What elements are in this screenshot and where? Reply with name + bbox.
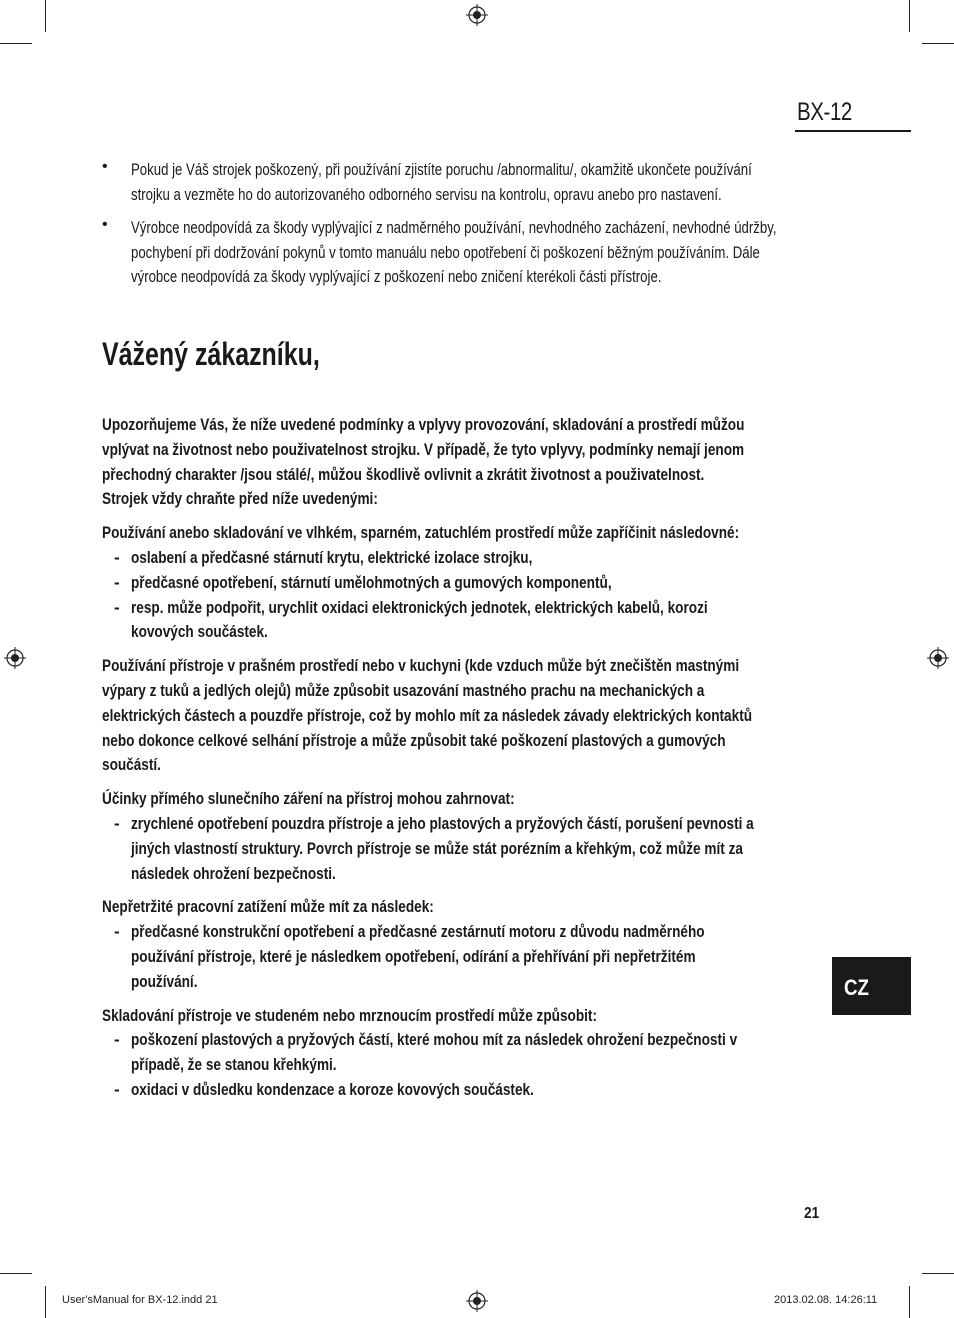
text-line: používání přístroje, které je následkem opotřebení, odírání a přehřívání při nepřetržitém: [131, 946, 696, 966]
text-line: přechodný charakter /jsou stálé/, můžou škodlivě ovlivnit a zkrátit životnost a použivatelnost.: [102, 464, 705, 484]
list-item: [102, 1078, 954, 1103]
text-line: vplývat na životnost nebo použivatelnost strojku. V případě, že tyto vplyvy, podmínky nemají jenom: [102, 439, 745, 459]
list-item-text: [131, 1028, 908, 1078]
crop-mark: [0, 1273, 32, 1274]
body-content: [102, 413, 954, 1103]
list-item: [102, 546, 954, 571]
crop-mark: [922, 1273, 954, 1274]
text-line: strojku a vezměte ho do autorizovaného odborného servisu na kontrolu, opravu anebo pro nastavení.: [131, 185, 722, 204]
list-item-text: [131, 812, 908, 886]
list-item: [102, 920, 954, 994]
text-line: Strojek vždy chraňte před níže uvedenými:: [102, 489, 378, 509]
page-number: 21: [804, 1205, 820, 1222]
list-item-text: [131, 920, 908, 994]
text-line: jiných vlastností struktury. Povrch přístroje se může stát porézním a křehkým, což může mít za: [131, 838, 743, 858]
dash-marker: -: [114, 1030, 120, 1050]
sun-heading: Účinky přímého slunečního záření na přístroj mohou zahrnovat:: [102, 789, 515, 809]
text-line: předčasné konstrukční opotřebení a předčasné zestárnutí motoru z důvodu nadměrného: [131, 922, 705, 942]
load-heading: Nepřetržité pracovní zatížení může mít za následek:: [102, 897, 434, 917]
text-line: následek ohrožení bezpečnosti.: [131, 863, 336, 883]
list-item: [102, 1028, 954, 1078]
text-line: oslabení a předčasné stárnutí krytu, elektrické izolace strojku,: [131, 547, 533, 567]
text-line: Výrobce neodpovídá za škody vyplývající z nadměrného používání, nevhodného zacházení, nevhodné údržby,: [131, 219, 777, 237]
text-line: zrychlené opotřebení pouzdra přístroje a jeho plastových a pryžových částí, porušení pevnosti a: [131, 813, 754, 833]
list-item-text: [131, 596, 908, 646]
text-line: kovových součástek.: [131, 622, 268, 642]
text-line: součástí.: [102, 755, 161, 775]
text-line: předčasné opotřebení, stárnutí umělohmotných a gumových komponentů,: [131, 572, 612, 592]
dash-marker: -: [114, 922, 120, 942]
text-line: Používání přístroje v prašném prostředí nebo v kuchyni (kde vzduch může být znečištěn mastnými: [102, 656, 740, 676]
text-line: Pokud je Váš strojek poškozený, při používání zjistíte poruchu /abnormalitu/, okamžitě ukončete používání: [131, 161, 752, 179]
dash-marker: -: [114, 597, 120, 617]
bullet-marker: •: [102, 158, 108, 175]
registration-mark-icon: [466, 4, 488, 26]
crop-mark: [45, 1286, 46, 1318]
text-line: nebo dokonce celkové selhání přístroje a může způsobit také poškození plastových a gumových: [102, 730, 726, 750]
dust-paragraph: [102, 654, 902, 778]
crop-mark: [922, 43, 954, 44]
text-line: oxidaci v důsledku kondenzace a koroze kovových součástek.: [131, 1079, 534, 1099]
text-line: Upozorňujeme Vás, že níže uvedené podmínky a vplyvy provozování, skladování a prostředí můžou: [102, 415, 745, 434]
list-item: [102, 812, 954, 886]
crop-mark: [45, 0, 46, 32]
humidity-heading: Používání anebo skladování ve vlhkém, sparném, zatuchlém prostředí může zapříčinit následovné:: [102, 523, 740, 543]
list-item: [102, 596, 954, 646]
bullet-item: [102, 216, 954, 290]
text-line: výrobce neodpovídá za škody vyplývající z poškození nebo zničení kterékoli části přístroje.: [131, 268, 662, 286]
text-line: poškození plastových a pryžových částí, které mohou mít za následek ohrožení bezpečnosti v: [131, 1030, 738, 1050]
language-tab-label: CZ: [844, 975, 869, 1000]
text-line: případě, že se stanou křehkými.: [131, 1055, 337, 1075]
bullet-marker: •: [102, 216, 108, 233]
text-line: elektrických částech a pouzdře přístroje, což by mohlo mít za následek závady elektrických kontaktů: [102, 705, 753, 725]
bullet-list: [102, 158, 954, 299]
crop-mark: [0, 43, 32, 44]
intro-paragraph: [102, 413, 902, 512]
registration-mark-icon: [4, 647, 26, 669]
crop-mark: [909, 0, 910, 32]
text-line: resp. může podpořit, urychlit oxidaci elektronických jednotek, elektrických kabelů, korozi: [131, 597, 708, 617]
list-item: [102, 571, 954, 596]
text-line: používání.: [131, 971, 198, 991]
bullet-text: [131, 158, 828, 207]
language-tab: [832, 957, 911, 1015]
bullet-item: [102, 158, 954, 207]
text-line: pochybení při dodržování pokynů v tomto manuálu nebo opotřebení či poškození běžným používáním. Dále: [131, 243, 760, 262]
dash-marker: -: [114, 547, 120, 567]
model-name: BX-12: [797, 98, 852, 126]
registration-mark-icon: [466, 1290, 488, 1312]
dash-marker: -: [114, 813, 120, 833]
slug-filename: User'sManual for BX-12.indd 21: [62, 1294, 218, 1306]
dash-marker: -: [114, 572, 120, 592]
dash-marker: -: [114, 1079, 120, 1099]
page-title: Vážený zákazníku,: [102, 336, 320, 372]
bullet-text: [131, 216, 828, 290]
header-rule: [795, 130, 911, 132]
slug-timestamp: 2013.02.08. 14:26:11: [774, 1294, 878, 1306]
cold-heading: Skladování přístroje ve studeném nebo mrznoucím prostředí může způsobit:: [102, 1005, 597, 1025]
text-line: výpary z tuků a jedlých olejů) může způsobit usazování mastného prachu na mechanických a: [102, 680, 705, 700]
crop-mark: [909, 1286, 910, 1318]
